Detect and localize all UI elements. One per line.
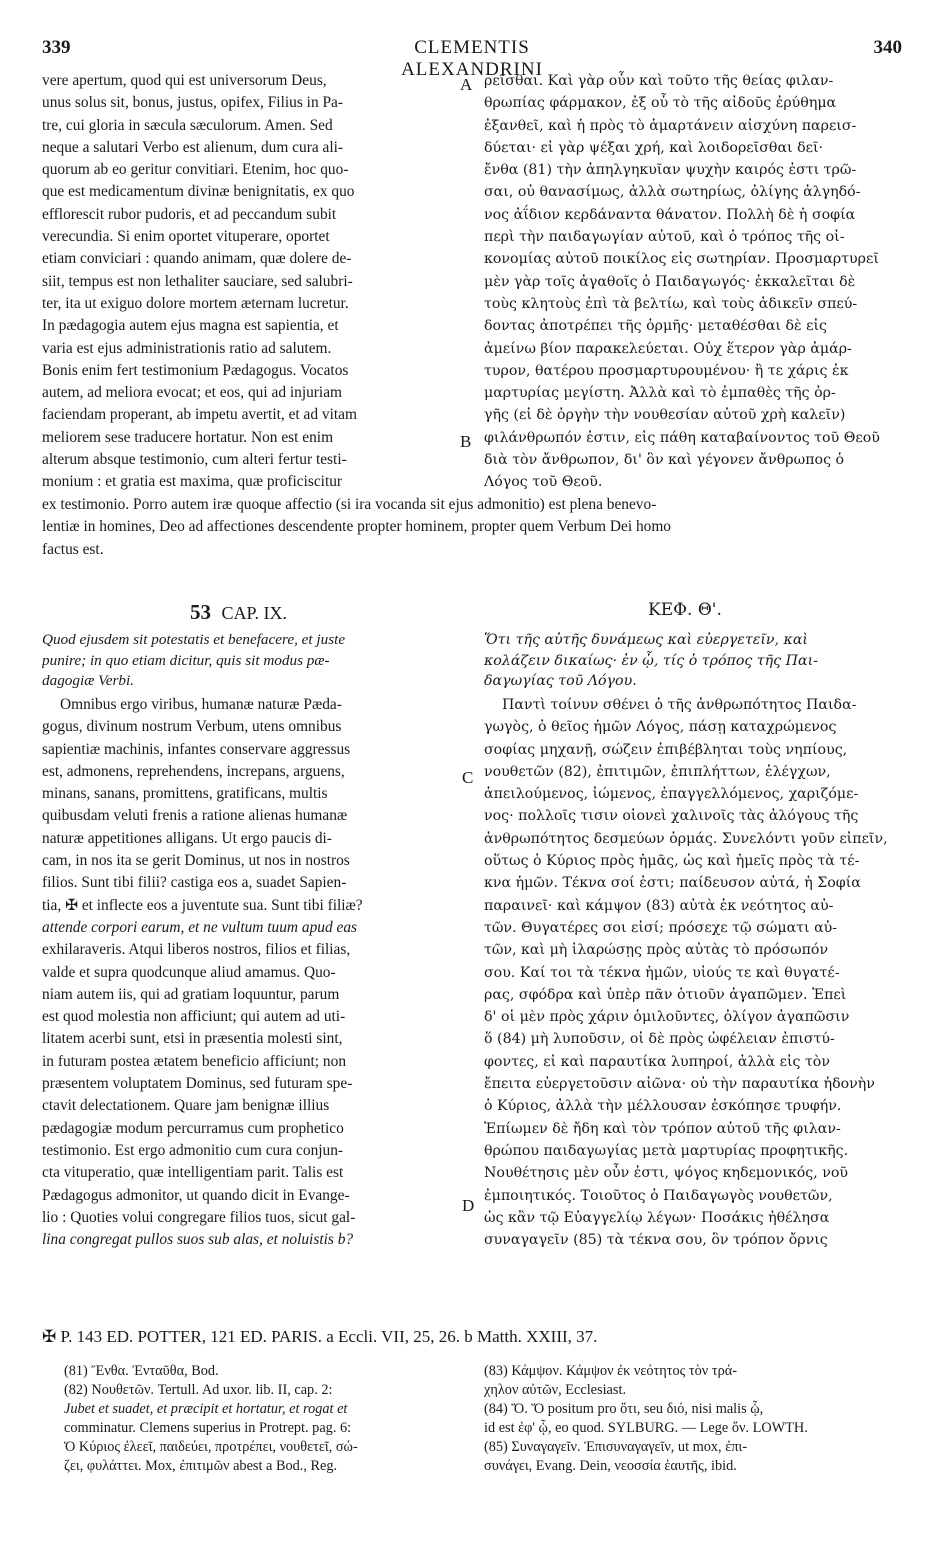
title-line: δαγωγίας τοῦ Λόγου.	[484, 673, 637, 689]
greek-column-top	[484, 70, 902, 494]
title-line: dagogiæ Verbi.	[42, 672, 134, 689]
greek-line: συναγαγεῖν (85) τὰ τέκνα σου, ὃν τρόπον ὄρνις	[484, 1232, 828, 1249]
latin-line: Pædagogus admonitor, ut quando dicit in Evange-	[42, 1186, 350, 1204]
chapter-title-latin	[42, 630, 456, 692]
greek-line: σοφίας μηχανῇ, σώζειν ἐπιβέβληται τοὺς νηπίους,	[484, 741, 848, 758]
greek-line: νουθετῶν (82), ἐπιτιμῶν, ἐπιπλήττων, ἐλέγχων,	[484, 763, 831, 780]
greek-line: τῶν, καὶ μὴ ἱλαρώσῃς πρὸς αὐτὰς τὸ πρόσωπόν	[484, 942, 829, 959]
latin-line: lio : Quoties volui congregare filios tuos, sicut gal-	[42, 1208, 356, 1226]
latin-line: cta vituperatio, quæ intelligentiam parit. Talis est	[42, 1164, 344, 1182]
greek-line: θρωπίας φάρμακον, ἐξ οὗ τὸ τῆς αἰδοῦς ἐρύθημα	[484, 95, 837, 112]
note-line: Jubet et suadet, et præcipit et hortatur, et rogat et	[64, 1401, 348, 1417]
latin-line: minans, sanans, promittens, gratificans, multis	[42, 785, 328, 803]
greek-line: τῶν. Θυγατέρες σοι εἰσί; πρόσεχε τῷ σώματι αὐ-	[484, 919, 838, 936]
margin-letter-d: D	[462, 1196, 475, 1215]
chapter-number: 53	[190, 600, 211, 624]
latin-line: varia est ejus administrationis ratio ad salutem.	[42, 339, 332, 357]
greek-line: σαι, οὐ θανασίμως, ἀλλὰ σωτηρίως, ὀλίγης ἀλγηδό-	[484, 184, 861, 201]
greek-line: φοντες, εἰ καὶ παραυτίκα λυπηροί, ἀλλὰ εἰς τὸν	[484, 1053, 830, 1070]
greek-line: Παντὶ τοίνυν σθένει ὁ τῆς ἀνθρωπότητος Παιδα-	[502, 697, 857, 713]
greek-line: ἀνθρωπότητος δεσμεύων ὁρμάς. Συνελόντι γοῦν εἰπεῖν,	[484, 830, 888, 847]
latin-line: est quod molestia non afficiunt; qui autem ad uti-	[42, 1008, 346, 1026]
latin-line: litatem acerbi sunt, etsi in præsentia molesti sint,	[42, 1030, 343, 1048]
latin-line: monium : et gratia est maxima, quæ proficiscitur	[42, 473, 343, 491]
greek-line: ὁ Κύριος, ἀλλὰ τὴν μέλλουσαν ἐσκόπησε τρυφήν.	[484, 1098, 842, 1115]
chapter-title-greek	[484, 630, 902, 692]
greek-line: ἀπειλούμενος, ἰώμενος, ἐπαγγελλόμενος, χαριζόμε-	[484, 786, 859, 803]
latin-line: Bonis enim fert testimonium Pædagogus. Vocatos	[42, 361, 349, 379]
latin-full-line: ex testimonio. Porro autem iræ quoque affectio (si ira vocanda sit ejus admonitio) est plena benevo-	[42, 496, 657, 513]
margin-letter-b: B	[460, 432, 472, 451]
margin-letter-c: C	[462, 768, 474, 787]
latin-line: unus solus sit, bonus, justus, opifex, Filius in Pa-	[42, 94, 344, 112]
latin-line: valde et supra quodcunque aliud amamus. Quo-	[42, 963, 336, 981]
left-page-number: 339	[42, 37, 71, 58]
latin-line: siit, tempus est non lethaliter sauciare, sed salubri-	[42, 272, 353, 290]
latin-line: ter, ita ut exiguo dolore mortem æternam lucretur.	[42, 294, 349, 312]
latin-line: etiam conviciari : quando animam, quæ dolere de-	[42, 250, 352, 268]
greek-line: γῆς (εἰ δὲ ὀργὴν τὴν νουθεσίαν αὐτοῦ χρὴ καλεῖν)	[484, 407, 846, 424]
greek-line: νος ἀΐδιον κερδάναντα θάνατον. Πολλὴ δὲ ἡ σοφία	[484, 206, 856, 223]
note-line: (84) Ὅ. Ὅ positum pro ὅτι, seu διό, nisi malis ᾧ,	[484, 1401, 764, 1417]
notes-right	[484, 1362, 902, 1476]
greek-line: κονομίας αὐτοῦ ποικίλος εἰς σωτηρίαν. Προσμαρτυρεῖ	[484, 251, 879, 268]
latin-line: In pædagogia autem ejus magna est sapientia, et	[42, 317, 339, 335]
latin-line: naturæ appetitiones alligans. Ut ergo paucis di-	[42, 829, 332, 847]
greek-line: τοὺς κλητοὺς ἐπὶ τὰ βελτίω, καὶ τοὺς ἀδικεῖν σπεύ-	[484, 295, 858, 312]
latin-line: tre, cui gloria in sæcula sæculorum. Amen. Sed	[42, 116, 333, 134]
latin-line: præsentem voluptatem Dominus, sed futuram spe-	[42, 1075, 353, 1093]
greek-line: νος· πολλοῖς τισιν οἱονεὶ χαλινοῖς τὰς ἀλόγους τῆς	[484, 808, 859, 825]
note-line: ζει, φυλάττει. Mox, ἐπιτιμῶν abest a Bod., Reg.	[64, 1458, 338, 1474]
latin-line: ctavit delectationem. Quare jam benignæ illius	[42, 1097, 330, 1115]
latin-line: meliorem sese traducere hortatur. Non est enim	[42, 428, 334, 446]
latin-line: testimonio. Est ergo admonitio cum cura conjun-	[42, 1141, 344, 1159]
latin-line: alterum absque testimonio, cum alteri fertur testi-	[42, 451, 347, 469]
latin-line: lina congregat pullos suos sub alas, et noluistis b?	[42, 1231, 354, 1249]
latin-line: autem, ad meliora evocat; et eos, qui ad injuriam	[42, 384, 343, 402]
greek-line: σου. Καί τοι τὰ τέκνα ἡμῶν, υἱούς τε καὶ θυγατέ-	[484, 964, 840, 981]
title-line: Quod ejusdem sit potestatis et benefacere, et juste	[42, 631, 346, 648]
note-line: id est ἐφ' ᾧ, eo quod. SYLBURG. — Lege ὅν. LOWTH.	[484, 1420, 808, 1436]
latin-line: faciendam properant, ab impetu avertit, et ad vitam	[42, 406, 357, 424]
chapter-label: CAP. IX.	[221, 603, 288, 623]
greek-line: δύεται· εἰ γὰρ ψέξαι χρή, καὶ λοιδορεῖσθαι δεῖ·	[484, 139, 824, 156]
greek-line: γωγὸς, ὁ θεῖος ἡμῶν Λόγος, πάσῃ καταχρώμενος	[484, 719, 837, 736]
greek-line: περὶ τὴν παιδαγωγίαν αὐτοῦ, καὶ ὁ τρόπος τῆς οἰ-	[484, 229, 845, 246]
latin-line: niam autem iis, qui ad gratiam loquuntur, parum	[42, 985, 340, 1003]
title-line: κολάζειν δικαίως· ἐν ᾧ, τίς ὁ τρόπος τῆς Παι-	[484, 652, 818, 669]
title-line: Ὅτι τῆς αὐτῆς δυνάμεως καὶ εὐεργετεῖν, καὶ	[484, 632, 808, 648]
latin-full-line: lentiæ in homines, Deo ad affectiones descendente propter hominem, propter quem Verbum Dei homo	[42, 518, 672, 536]
greek-line: Ἐπίωμεν δὲ ἤδη καὶ τὸν τρόπον αὐτοῦ τῆς φιλαν-	[484, 1120, 841, 1137]
greek-line: δ' οἱ μὲν πρὸς χάριν ὁμιλοῦντες, ὀλίγον ἀγαπῶσιν	[484, 1009, 850, 1026]
latin-full-width	[42, 494, 908, 561]
note-line: (81) Ἔνθα. Ἐνταῦθα, Bod.	[64, 1363, 219, 1379]
latin-line: pædagogiæ modum percurramus cum prophetico	[42, 1119, 344, 1137]
greek-column-bottom	[484, 694, 902, 1251]
latin-line: Omnibus ergo viribus, humanæ naturæ Pæda-	[60, 696, 342, 713]
latin-line: filios. Sunt tibi filii? castiga eos a, suadet Sapien-	[42, 874, 347, 892]
latin-line: neque a salutari Verbo est alienum, dum cura ali-	[42, 138, 344, 156]
margin-letter-a: A	[460, 75, 473, 94]
note-line: χηλον αὐτῶν, Ecclesiast.	[484, 1382, 627, 1398]
latin-column-top	[42, 70, 456, 494]
notes-left	[64, 1362, 484, 1476]
greek-line: ρεῖσθαι. Καὶ γὰρ οὖν καὶ τοῦτο τῆς θείας φιλαν-	[484, 73, 834, 89]
greek-line: οὕτως ὁ Κύριος πρὸς ἡμᾶς, ὡς καὶ ἡμεῖς πρὸς τὰ τέ-	[484, 853, 860, 870]
greek-line: μαρτυρίας μεγίστη. Ἀλλὰ καὶ τὸ ἐμπαθὲς τῆς ὀρ-	[484, 385, 836, 402]
greek-line: διὰ τὸν ἄνθρωπον, δι' ὃν καὶ γέγονεν ἄνθρωπος ὁ	[484, 452, 845, 469]
latin-line: cam, in nos ita se gerit Dominus, ut nos in nostros	[42, 852, 350, 870]
running-title: CLEMENTIS ALEXANDRINI	[401, 37, 543, 80]
greek-line: μὲν γὰρ τοῖς ἀγαθοῖς ὁ Παιδαγωγός· ἐκκαλεῖται δὲ	[484, 273, 856, 290]
latin-line: efflorescit rubor pudoris, et ad peccandum subit	[42, 205, 337, 223]
latin-full-line: factus est.	[42, 540, 104, 558]
note-line: (82) Νουθετῶν. Tertull. Ad uxor. lib. II, cap. 2:	[64, 1382, 333, 1398]
latin-line: verecundia. Si enim oportet vituperare, oportet	[42, 228, 330, 246]
right-page-number: 340	[873, 37, 902, 58]
latin-line: attende corpori earum, et ne vultum tuum apud eas	[42, 918, 358, 936]
latin-line: exhilaraveris. Atqui liberos nostros, filios et filias,	[42, 941, 351, 959]
greek-line: ἀμείνω βίον παρακελεύεται. Οὐχ ἕτερον γὰρ ἀμάρ-	[484, 340, 852, 357]
latin-line: quibusdam veluti frenis a ratione alienas humanæ	[42, 807, 348, 825]
latin-column-bottom	[42, 694, 456, 1251]
note-line: Ὁ Κύριος ἐλεεῖ, παιδεύει, προτρέπει, νουθετεῖ, σώ-	[64, 1439, 358, 1455]
greek-line: ἔπειτα εὐεργετοῦσιν αἰῶνα· οὐ τὴν παραυτίκα ἡδονὴν	[484, 1076, 875, 1093]
page-header	[42, 37, 902, 80]
greek-line: Νουθέτησις μὲν οὖν ἐστι, ψόγος κηδεμονικός, νοῦ	[484, 1165, 849, 1182]
latin-line: gogus, divinum nostrum Verbum, utens omnibus	[42, 718, 342, 736]
greek-line: φιλάνθρωπόν ἐστιν, εἰς πάθη καταβαίνοντος τοῦ Θεοῦ	[484, 429, 880, 446]
latin-line: quorum ab eo geritur convitiari. Etenim, hoc quo-	[42, 161, 349, 179]
note-line: (83) Κάμψον. Κάμψον ἐκ νεότητος τὸν τρά-	[484, 1363, 737, 1379]
greek-line: τυρον, θατέρου προσμαρτυρουμένου· ἢ τε χάρις ἐκ	[484, 362, 849, 379]
chapter-heading-latin	[190, 600, 287, 625]
note-line: συνάγει, Evang. Dein, νεοσσία ἑαυτῆς, ibid.	[484, 1458, 737, 1474]
greek-line: ὡς κἂν τῷ Εὐαγγελίῳ λέγων· Ποσάκις ἠθέλησα	[484, 1209, 830, 1226]
greek-line: ἐξανθεῖ, καὶ ἡ πρὸς τὸ ἁμαρτάνειν αἰσχύνη παρεισ-	[484, 117, 857, 134]
latin-line: sapientiæ machinis, infantes conservare aggressus	[42, 740, 351, 758]
greek-line: παραινεῖ· καὶ κάμψον (83) αὐτὰ ἐκ νεότητος αὐ-	[484, 897, 834, 914]
reference-line: ✠ P. 143 ED. POTTER, 121 ED. PARIS. a Eccli. VII, 25, 26. b Matth. XXIII, 37.	[42, 1327, 598, 1346]
latin-line: in futuram postea ætatem beneficio afficiunt; non	[42, 1052, 347, 1070]
latin-line: que est medicamentum divinæ benignitatis, ex quo	[42, 183, 355, 201]
chapter-heading-greek: ΚΕΦ. Θ'.	[648, 600, 722, 620]
greek-line: θρώπου παιδαγωγίας μετὰ μαρτυρίας προφητικῆς.	[484, 1142, 849, 1159]
latin-line: est, admonens, reprehendens, increpans, arguens,	[42, 762, 345, 780]
greek-line: δοντας ἀποτρέπει τῆς ὁρμῆς· μεταθέσθαι δὲ εἰς	[484, 318, 827, 335]
greek-line: Λόγος τοῦ Θεοῦ.	[484, 474, 603, 491]
greek-line: κνα ἡμῶν. Τέκνα σοί ἐστι; παίδευσον αὐτά, ἡ Σοφία	[484, 875, 861, 892]
note-line: comminatur. Clemens superius in Protrept. pag. 6:	[64, 1420, 352, 1436]
greek-line: ἐμποιητικός. Τοιοῦτος ὁ Παιδαγωγὸς νουθετῶν,	[484, 1187, 833, 1204]
greek-line: ρας, σφόδρα καὶ ὑπὲρ πᾶν ὁτιοῦν ἀγαπῶμεν. Ἐπεὶ	[484, 986, 847, 1003]
note-line: (85) Συναγαγεῖν. Ἐπισυναγαγεῖν, ut mox, ἐπι-	[484, 1439, 748, 1455]
greek-line: ἔνθα (81) τὴν ἀπηλγηκυῖαν ψυχὴν καιρός ἐστι τρῶ-	[484, 162, 857, 179]
latin-line: vere apertum, quod qui est universorum Deus,	[42, 72, 327, 89]
title-line: punire; in quo etiam dicitur, quis sit modus pæ-	[42, 651, 330, 669]
greek-line: ὅ (84) μὴ λυποῦσιν, οἱ δὲ πρὸς ὠφέλειαν ἐπιστύ-	[484, 1031, 835, 1048]
latin-line: tia, ✠ et inflecte eos a juventute sua. Sunt tibi filiæ?	[42, 896, 363, 914]
